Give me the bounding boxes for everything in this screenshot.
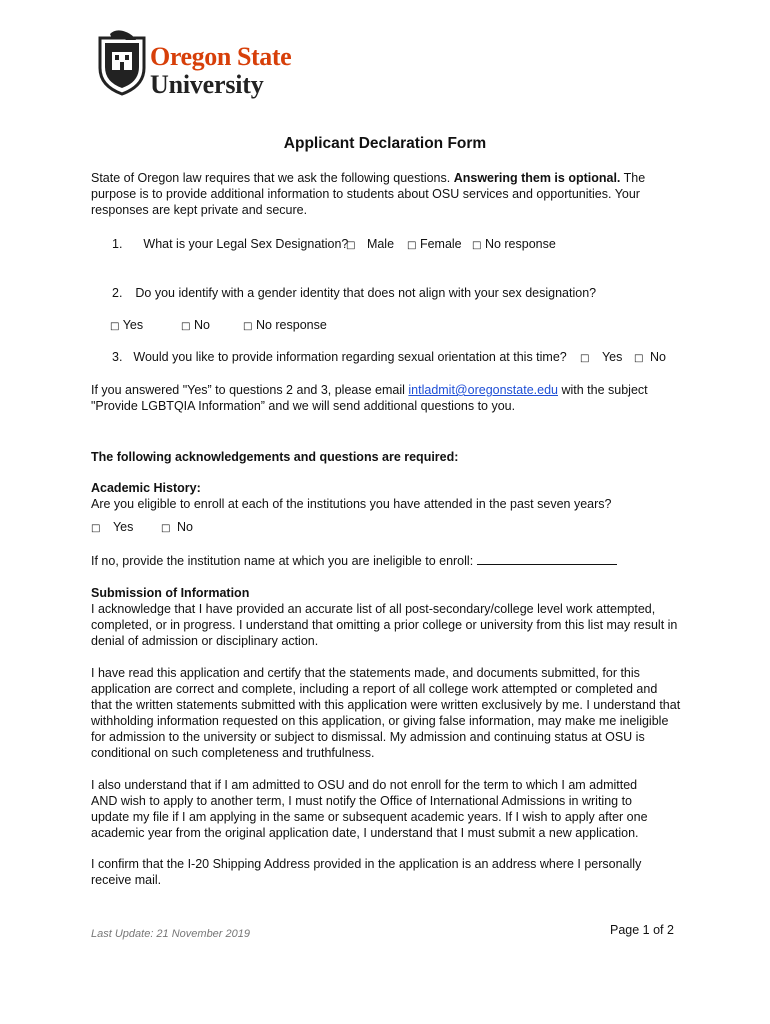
q1-option-no-response[interactable] — [472, 236, 556, 254]
intro-optional-notice: Answering them is optional. — [453, 171, 621, 185]
intro-paragraph — [91, 170, 691, 218]
academic-option-no[interactable] — [161, 519, 193, 537]
option-label: Female — [419, 237, 462, 251]
checkbox-icon[interactable]: □ — [634, 353, 644, 364]
question-1-number: 1. — [112, 237, 123, 251]
q3-option-no[interactable] — [634, 349, 666, 367]
followup-text: If you answered "Yes” to questions 2 and 3, please email — [91, 383, 405, 397]
checkbox-icon[interactable]: □ — [243, 321, 253, 332]
option-label: No — [176, 520, 193, 534]
last-update-footer: Last Update: 21 November 2019 — [91, 928, 250, 940]
checkbox-icon[interactable]: □ — [580, 353, 590, 364]
question-2-number: 2. — [112, 286, 123, 300]
submission-heading: Submission of Information — [91, 586, 250, 600]
checkbox-icon[interactable]: □ — [110, 321, 120, 332]
option-label: Male — [366, 237, 395, 251]
page-number: Page 1 of 2 — [610, 923, 674, 937]
osu-seal-icon — [96, 30, 148, 96]
question-1 — [112, 236, 348, 252]
option-label: No — [193, 318, 210, 332]
q2-option-no[interactable] — [181, 317, 210, 335]
option-label: Yes — [112, 520, 134, 534]
option-label: No — [649, 350, 666, 364]
q2-option-no-response[interactable] — [243, 317, 327, 335]
ineligible-institution-field[interactable] — [477, 552, 617, 565]
checkbox-icon[interactable]: □ — [161, 523, 171, 534]
question-3-text: Would you like to provide information regarding sexual orientation at this time? — [133, 350, 567, 364]
submission-paragraph-2: I have read this application and certify that the statements made, and documents submitted, for this application are correct and complete, including a report of all college work attempted or completed and that the written statements submitted with this application were written exclusively by me. I understand that withholding information requested on this application, or giving false information, may make me ineligible for admission to the university or subject to dismissal. My admission and continuing status at OSU is conditional on such completeness and truthfulness. — [91, 666, 681, 760]
osu-logo — [96, 30, 306, 100]
intro-text-continued: The purpose is to provide additional information to students about OSU services and opportunities. Your responses are kept private and secure. — [91, 171, 646, 217]
q1-option-male[interactable] — [346, 236, 394, 254]
checkbox-icon[interactable]: □ — [91, 523, 101, 534]
followup-subject-text: with the subject — [561, 383, 648, 397]
logo-text-oregon-state: Oregon State — [150, 42, 292, 71]
q3-option-yes[interactable] — [580, 349, 622, 367]
checkbox-icon[interactable]: □ — [407, 240, 417, 251]
checkbox-icon[interactable]: □ — [181, 321, 191, 332]
ineligible-institution-line — [91, 552, 617, 569]
option-label: Yes — [601, 350, 623, 364]
ineligible-institution-label: If no, provide the institution name at which you are ineligible to enroll: — [91, 554, 474, 568]
question-2-text: Do you identify with a gender identity that does not align with your sex designation? — [135, 286, 597, 300]
email-link[interactable]: intladmit@oregonstate.edu — [408, 383, 558, 397]
q2-option-yes[interactable] — [110, 317, 143, 335]
option-label: No response — [255, 318, 327, 332]
academic-history-question: Are you eligible to enroll at each of the institutions you have attended in the past seven years? — [91, 497, 612, 511]
question-1-text: What is your Legal Sex Designation? — [143, 237, 349, 251]
q1-option-female[interactable] — [407, 236, 462, 254]
academic-history-heading: Academic History: — [91, 481, 201, 495]
question-3 — [112, 349, 567, 365]
option-label: No response — [484, 237, 556, 251]
submission-paragraph-1: I acknowledge that I have provided an accurate list of all post-secondary/college level work attempted, completed, or in progress. I understand that omitting a prior college or university from this list may result in denial of admission or disciplinary action. — [91, 602, 678, 648]
intro-text: State of Oregon law requires that we ask the following questions. — [91, 171, 451, 185]
submission-paragraph-3: I also understand that if I am admitted to OSU and do not enroll for the term to which I am admitted AND wish to apply to another term, I must notify the Office of International Admissions in writing to update my file if I am applying in the same or subsequent academic years. If I wish to apply after one academic year from the original application date, I understand that I must submit a new application. — [91, 778, 648, 840]
logo-text-university: University — [150, 70, 264, 99]
question-3-number: 3. — [112, 350, 123, 364]
submission-paragraph-4: I confirm that the I-20 Shipping Address provided in the application is an address where I personally receive mail. — [91, 857, 642, 887]
followup-line-2: "Provide LGBTQIA Information” and we will send additional questions to you. — [91, 399, 516, 413]
question-2 — [112, 285, 596, 301]
page-title: Applicant Declaration Form — [283, 135, 487, 152]
required-heading: The following acknowledgements and questions are required: — [91, 450, 459, 464]
academic-option-yes[interactable] — [91, 519, 133, 537]
checkbox-icon[interactable]: □ — [472, 240, 482, 251]
followup-line-1 — [91, 382, 648, 398]
option-label: Yes — [122, 318, 144, 332]
checkbox-icon[interactable]: □ — [346, 240, 356, 251]
